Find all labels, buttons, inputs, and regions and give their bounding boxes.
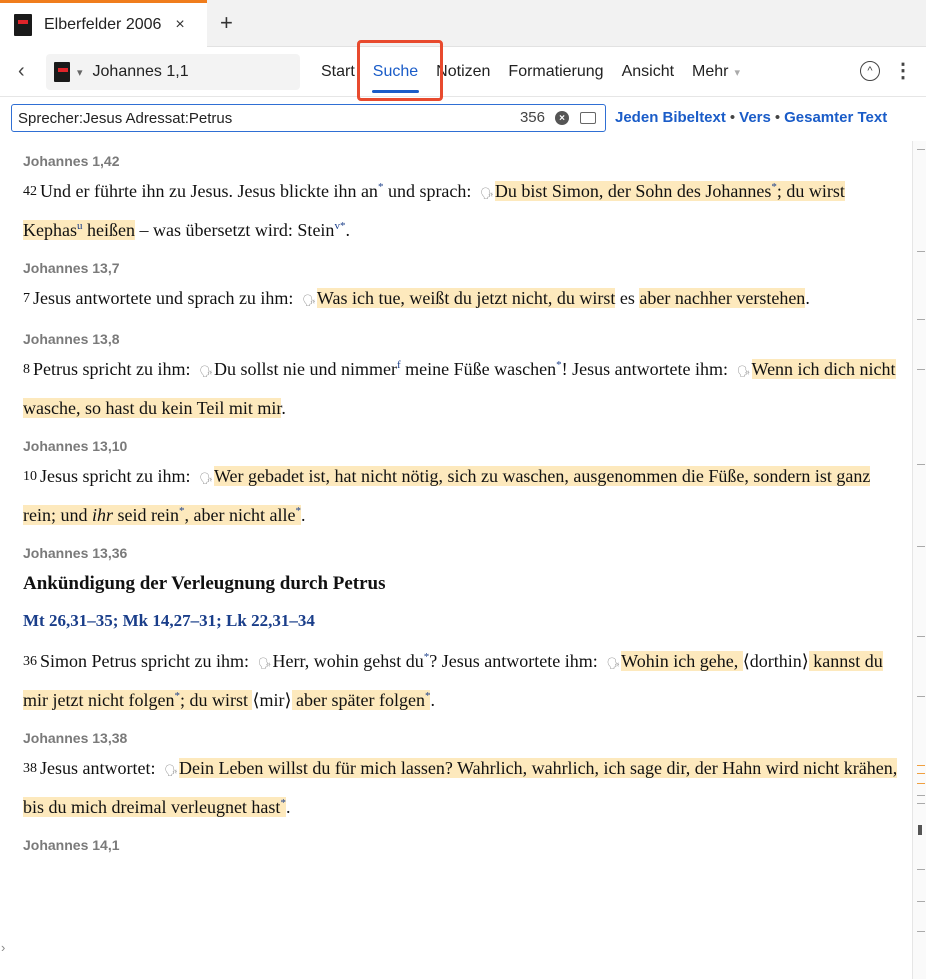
highlight-segment: Wenn ich dich nicht wasche, so hast du kein Teil mit mir: [23, 359, 896, 418]
menu-formatierung[interactable]: Formatierung: [508, 63, 604, 80]
result-john-14-1: [0, 837, 912, 853]
result-reference[interactable]: Johannes 13,10: [23, 438, 128, 454]
clear-search-icon[interactable]: ×: [555, 111, 569, 125]
footnote-marker[interactable]: *: [424, 690, 431, 702]
highlight-segment: Du bist Simon, der Sohn des Johannes*; du wirst Kephas$^u$ heißen: [23, 181, 845, 240]
scroll-marker: [917, 931, 925, 932]
menu-mehr[interactable]: [683, 47, 749, 97]
verse-number: 10: [23, 469, 37, 484]
chevron-right-icon[interactable]: ›: [1, 940, 6, 955]
footnote-marker[interactable]: *: [174, 690, 180, 702]
verse-segment: – was übersetzt wird: Stein: [134, 220, 335, 240]
menu-bar: [312, 47, 749, 97]
back-chevron-icon[interactable]: ‹: [18, 60, 25, 82]
result-reference[interactable]: Johannes 13,38: [23, 730, 128, 746]
search-row: [0, 97, 926, 141]
verse-number: 42: [23, 184, 37, 199]
verse-segment: Und er führte ihn zu Jesus. Jesus blickte ihn an: [40, 181, 378, 201]
verse-text: 7 Jesus antwortete und sprach zu ihm: 🗣︎Was ich tue, weißt du jetzt nicht, du wirst es aber nachher verstehen.: [23, 288, 810, 308]
footnote-marker[interactable]: *: [295, 505, 301, 517]
speaker-icon: 🗣︎: [198, 365, 213, 378]
scope-vers[interactable]: Vers: [739, 109, 771, 126]
highlight-segment: Dein Leben willst du für mich lassen? Wahrlich, wahrlich, ich sage dir, der Hahn wird nicht krähen, bis du mich dreimal verleugnet hast*: [23, 758, 898, 817]
more-options-icon[interactable]: ⋮: [893, 60, 913, 82]
speaker-icon: 🗣︎: [606, 657, 621, 670]
menu-suche[interactable]: Suche: [364, 47, 427, 97]
footnote-marker[interactable]: *: [377, 181, 384, 193]
verse-number: 8: [23, 362, 30, 377]
verse-text: 36 Simon Petrus spricht zu ihm: 🗣︎Herr, wohin gehst du*? Jesus antwortete ihm: 🗣︎Wohin ich gehe, ⟨dorthin⟩ kannst du mir jetzt nicht folgen*; du wirst ⟨mir⟩ aber später folgen*.: [23, 651, 883, 710]
search-input[interactable]: [18, 110, 498, 127]
verse-number: 36: [23, 654, 37, 669]
section-title: Ankündigung der Verleugnung durch Petrus: [23, 573, 386, 594]
result-reference[interactable]: Johannes 13,36: [23, 545, 128, 561]
tab-title: Elberfelder 2006: [44, 16, 162, 33]
highlight-segment: Wohin ich gehe,: [621, 651, 743, 671]
verse-text: 38 Jesus antwortet: 🗣︎Dein Leben willst du für mich lassen? Wahrlich, wahrlich, ich sage dir, der Hahn wird nicht krähen, bis du mich dreimal verleugnet hast*.: [23, 758, 898, 817]
highlight-segment: Wer gebadet ist, hat nicht nötig, sich zu waschen, ausgenommen die Füße, sondern ist ganz rein; und ihr seid rein*, aber nicht alle*: [23, 466, 871, 525]
scroll-marker: [917, 369, 925, 370]
menu-ansicht[interactable]: Ansicht: [621, 63, 675, 80]
result-john-13-8: [0, 331, 912, 426]
verse-number: 38: [23, 761, 37, 776]
footnote-letter[interactable]: f: [396, 359, 401, 371]
verse-text: 10 Jesus spricht zu ihm: 🗣︎Wer gebadet ist, hat nicht nötig, sich zu waschen, ausgenommen die Füße, sondern ist ganz rein; und ihr seid rein*, aber nicht alle*.: [23, 466, 871, 525]
new-tab-plus-icon[interactable]: +: [220, 10, 233, 35]
menu-mehr-label: Mehr: [692, 63, 729, 80]
keyboard-icon[interactable]: [580, 112, 596, 124]
collapse-up-icon[interactable]: ^: [860, 61, 880, 81]
scroll-marker: [917, 696, 925, 697]
speaker-icon: 🗣︎: [736, 365, 751, 378]
reference-selector[interactable]: [46, 54, 300, 90]
scroll-marker: [917, 319, 925, 320]
search-scope: Jeden Bibeltext • Vers • Gesamter Text: [615, 109, 888, 126]
scroll-marker: [917, 901, 925, 902]
result-count: 356: [519, 109, 545, 126]
speaker-icon: 🗣︎: [479, 187, 494, 200]
scroll-marker: [917, 773, 925, 774]
footnote-marker[interactable]: *: [556, 359, 562, 371]
scroll-marker: [917, 803, 925, 804]
close-icon[interactable]: ×: [175, 16, 185, 33]
scroll-marker: [917, 795, 925, 796]
chevron-down-icon: ▾: [734, 66, 741, 79]
speaker-icon: 🗣︎: [199, 472, 213, 485]
result-john-1-42: [0, 153, 912, 248]
speaker-icon: 🗣︎: [301, 294, 316, 307]
footnote-marker[interactable]: *: [179, 505, 185, 517]
scroll-thumb[interactable]: [918, 825, 922, 835]
scroll-marker: [917, 464, 925, 465]
highlight-segment: kannst du mir jetzt nicht folgen*; du wirst: [23, 651, 883, 710]
scroll-marker: [917, 869, 925, 870]
bible-book-icon: [54, 62, 70, 82]
tab-elberfelder[interactable]: [0, 0, 207, 47]
tab-bar: [0, 0, 926, 47]
toolbar: [0, 47, 926, 97]
scope-gesamter-text[interactable]: Gesamter Text: [784, 109, 888, 126]
scope-jeden-bibeltext[interactable]: Jeden Bibeltext: [615, 109, 726, 126]
footnote-marker[interactable]: *: [771, 181, 777, 193]
speaker-icon: 🗣︎: [257, 657, 272, 670]
result-reference[interactable]: Johannes 13,8: [23, 331, 120, 347]
result-reference[interactable]: Johannes 13,7: [23, 260, 120, 276]
menu-start[interactable]: Start: [321, 63, 355, 80]
footnote-marker[interactable]: *: [423, 651, 430, 663]
result-reference[interactable]: Johannes 14,1: [23, 837, 120, 853]
bible-book-icon: [14, 14, 32, 36]
result-john-13-10: [0, 438, 912, 533]
verse-number: 7: [23, 291, 30, 306]
scroll-marker: [917, 546, 925, 547]
footnote-marker[interactable]: *: [280, 797, 286, 809]
results-list: [0, 141, 912, 979]
highlight-segment: Was ich tue, weißt du jetzt nicht, du wirst: [316, 288, 616, 308]
scroll-marker: [917, 783, 925, 784]
speaker-icon: 🗣︎: [163, 764, 178, 777]
reference-text[interactable]: Johannes 1,1: [92, 63, 189, 80]
result-john-13-7: [0, 260, 912, 319]
scroll-marker: [917, 251, 925, 252]
scrollbar[interactable]: [912, 141, 926, 979]
footnote-letter[interactable]: u: [76, 220, 83, 232]
verse-segment: und sprach:: [383, 181, 476, 201]
result-john-13-38: [0, 730, 912, 825]
chevron-down-icon[interactable]: ▾: [77, 66, 83, 79]
result-john-13-36: [0, 545, 912, 718]
search-box[interactable]: [11, 104, 606, 132]
verse-text: 8 Petrus spricht zu ihm: 🗣︎Du sollst nie und nimmer$^f$ meine Füße waschen*! Jesus antwortete ihm: 🗣︎Wenn ich dich nicht wasche, so hast du kein Teil mit mir.: [23, 359, 896, 418]
menu-notizen[interactable]: Notizen: [436, 63, 491, 80]
cross-references[interactable]: Mt 26,31–35; Mk 14,27–31; Lk 22,31–34: [23, 611, 315, 630]
result-reference[interactable]: Johannes 1,42: [23, 153, 120, 169]
highlight-segment: aber später folgen*: [291, 690, 431, 710]
scroll-marker: [917, 636, 925, 637]
footnote-marker[interactable]: *: [339, 220, 346, 232]
scroll-marker: [917, 149, 925, 150]
verse-text: 42 Und er führte ihn zu Jesus. Jesus blickte ihn an* und sprach: 🗣︎Du bist Simon, der Sohn des Johannes*; du wirst Kephas$^u$ heißen – was übersetzt wird: Stein$^{v*}$.: [23, 181, 845, 240]
scroll-marker: [917, 765, 925, 766]
highlight-segment: aber nachher verstehen: [639, 288, 806, 308]
footnote-letter[interactable]: v: [334, 220, 340, 232]
